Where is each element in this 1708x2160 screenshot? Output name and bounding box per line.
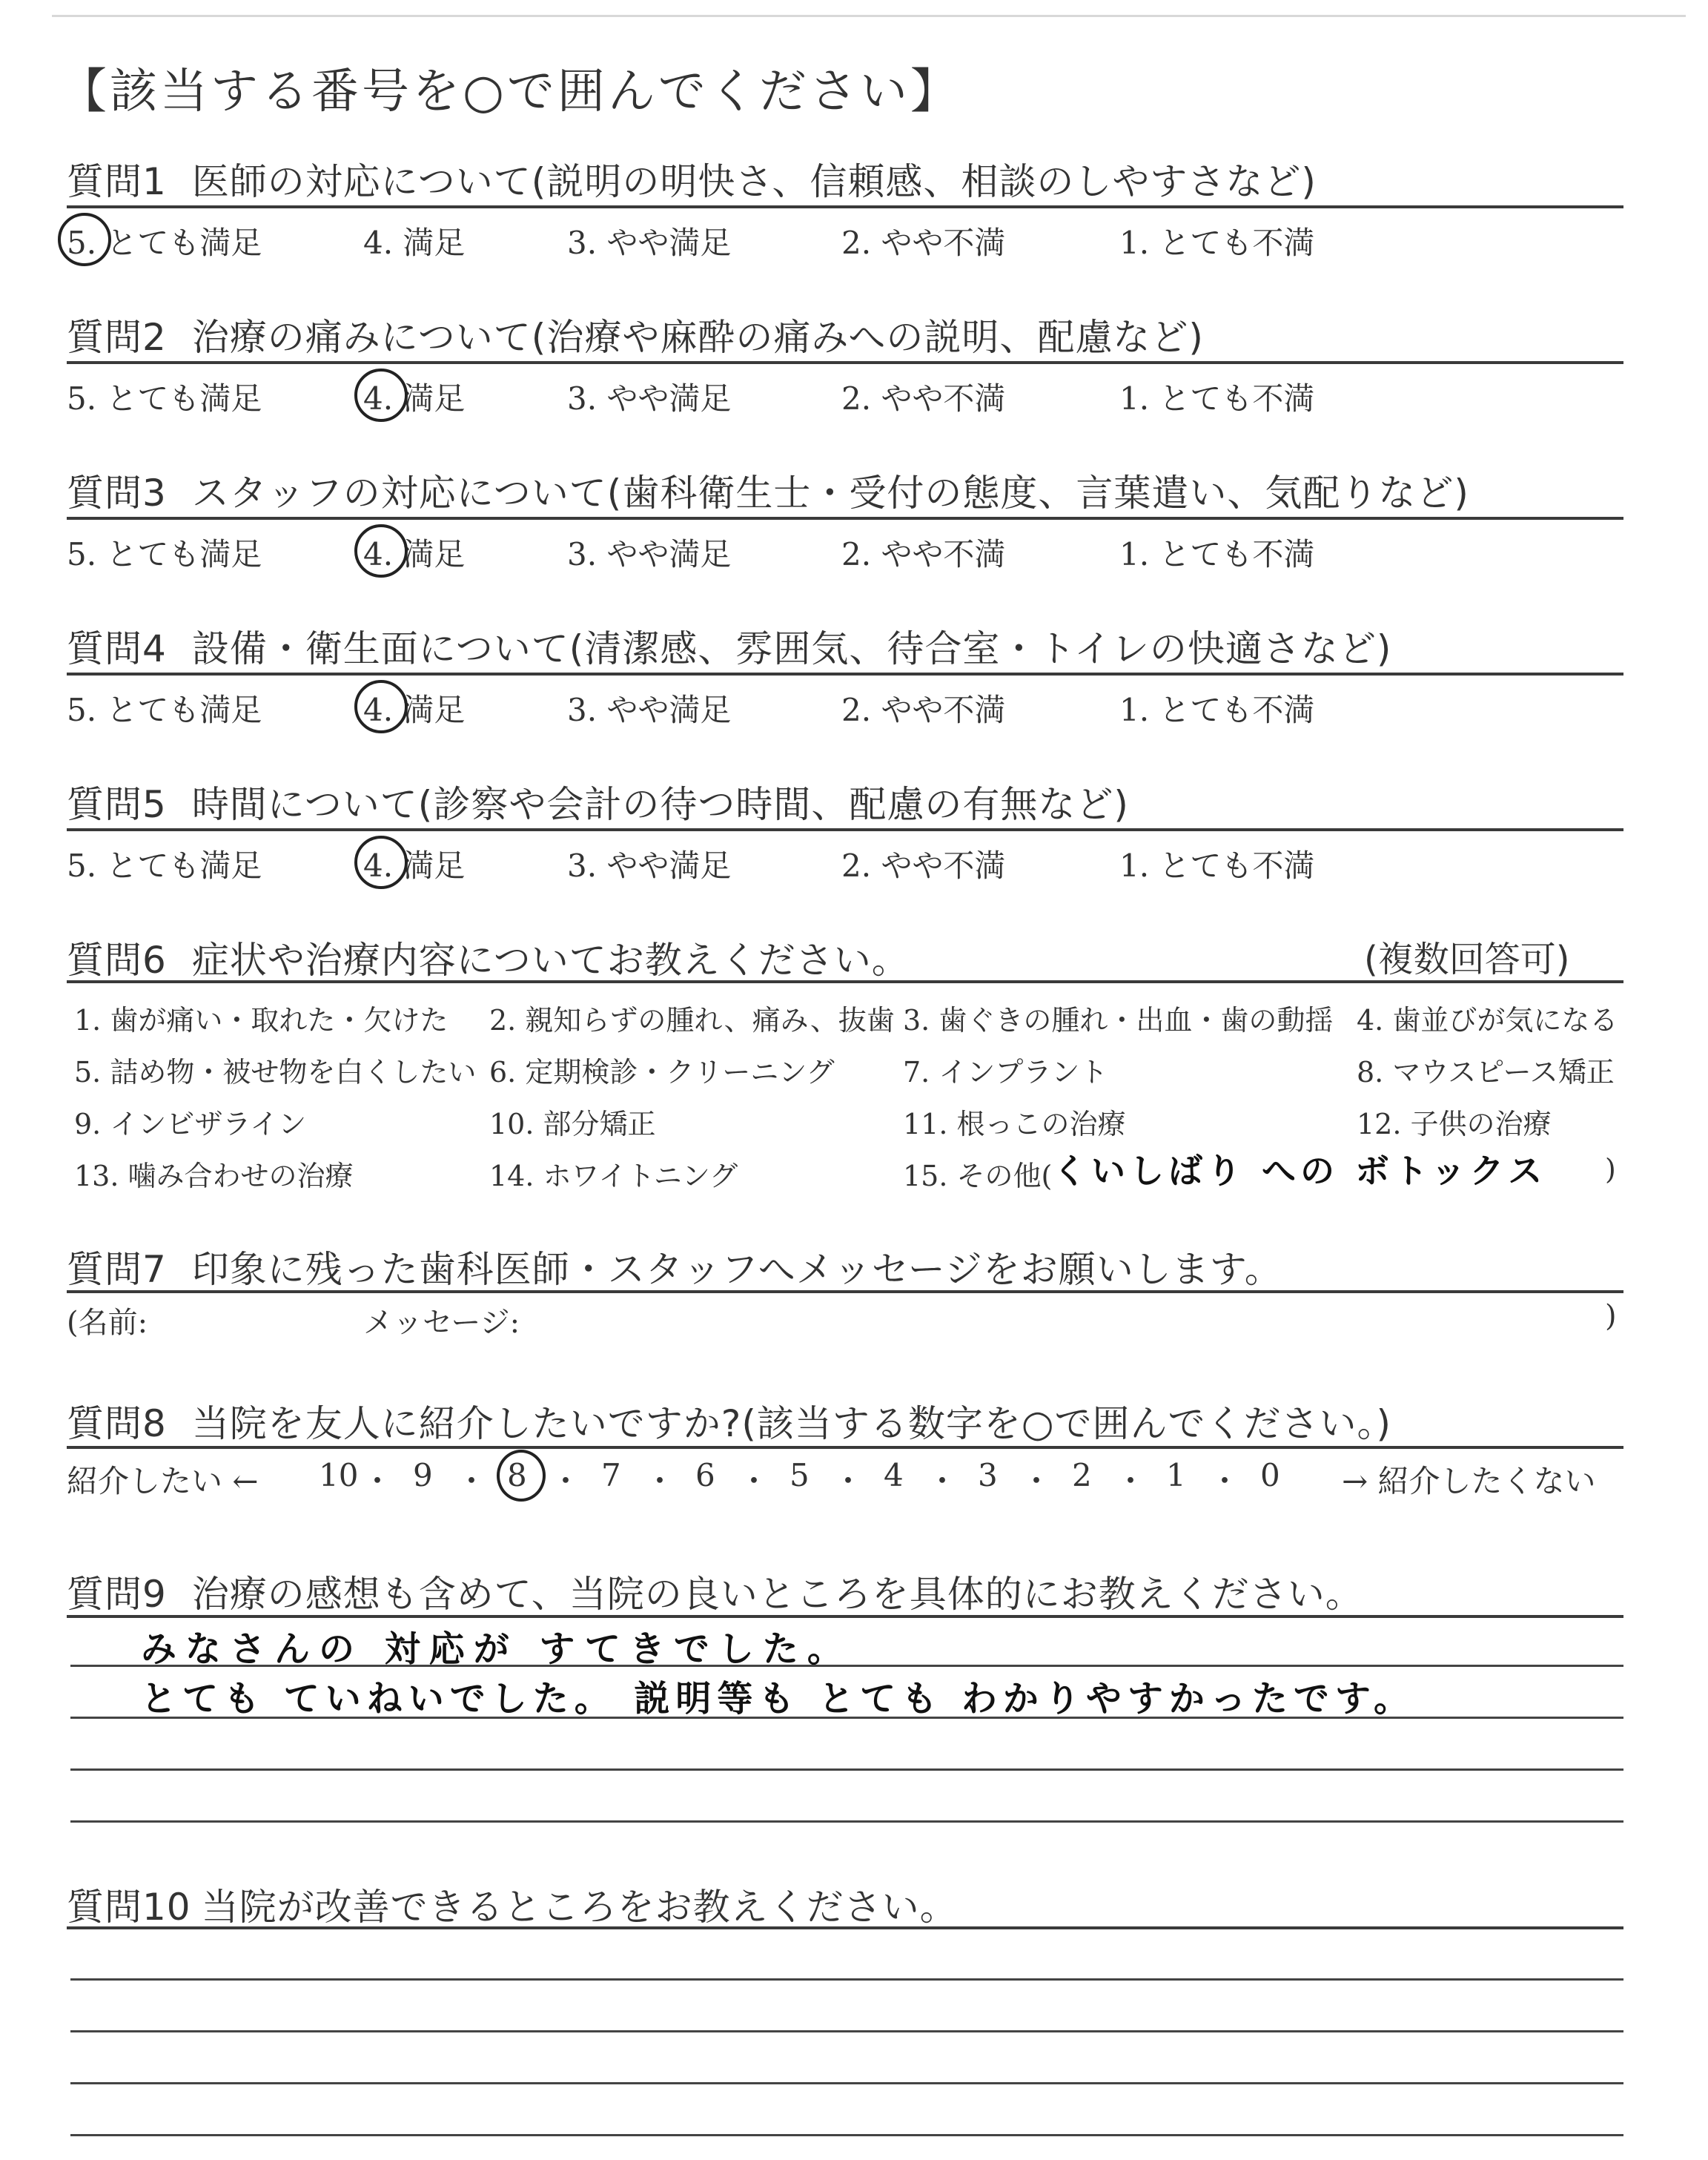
scale-number[interactable]: 6 — [695, 1457, 715, 1493]
question-number: 質問6 — [67, 939, 167, 982]
scale-separator: ・ — [738, 1463, 770, 1499]
scale-separator: ・ — [833, 1463, 864, 1499]
scale-separator: ・ — [456, 1463, 488, 1499]
scale-number[interactable]: 7 — [601, 1457, 621, 1493]
question-7-title — [67, 1240, 1282, 1293]
recommend-right-label: → 紹介したくない — [1342, 1463, 1596, 1499]
question-6-title — [67, 931, 910, 984]
handwritten-answer-line: とても ていねいでした。 説明等も とても わかりやすかったです。 — [141, 1678, 1416, 1720]
multiple-answers-note: (複数回答可) — [1364, 939, 1570, 980]
answer-line — [70, 1717, 1623, 1719]
question-number: 質問1 — [67, 160, 167, 203]
question-text: 症状や治療内容についてお教えください。 — [191, 939, 910, 982]
rating-option[interactable]: 1. とても不満 — [1119, 380, 1315, 417]
symptom-option[interactable]: 8. マウスピース矯正 — [1357, 1056, 1615, 1089]
rating-option[interactable]: 1. とても不満 — [1119, 536, 1315, 572]
scale-separator: ・ — [1115, 1463, 1147, 1499]
symptom-option[interactable]: 1. 歯が痛い・取れた・欠けた — [74, 1004, 448, 1037]
question-6-rule — [67, 980, 1623, 983]
rating-option[interactable]: 5. とても満足 — [67, 225, 262, 261]
top-border — [52, 15, 1686, 17]
answer-line — [70, 2082, 1623, 2084]
rating-option[interactable]: 2. やや不満 — [841, 536, 1006, 572]
rating-options-row — [67, 374, 1327, 419]
handwritten-answer-line: みなさんの 対応が すてきでした。 — [141, 1628, 852, 1670]
scale-number[interactable]: 9 — [413, 1457, 433, 1493]
scale-number[interactable]: 10 — [319, 1457, 359, 1493]
symptom-option[interactable]: 14. ホワイトニング — [489, 1160, 738, 1192]
scale-number[interactable]: 2 — [1072, 1457, 1092, 1493]
symptom-option[interactable]: 3. 歯ぐきの腫れ・出血・歯の動揺 — [903, 1004, 1334, 1037]
symptom-option[interactable]: 13. 噛み合わせの治療 — [74, 1160, 354, 1192]
rating-option[interactable]: 3. やや満足 — [567, 848, 732, 884]
rating-option[interactable]: 1. とても不満 — [1119, 692, 1315, 728]
question-9-title — [67, 1565, 1363, 1618]
symptom-option-other[interactable]: 15. その他( — [903, 1160, 1053, 1192]
selected-answer-circle — [354, 836, 408, 889]
question-text: 治療の感想も含めて、当院の良いところを具体的にお教えください。 — [191, 1573, 1363, 1616]
scale-separator: ・ — [927, 1463, 959, 1499]
scale-separator: ・ — [1021, 1463, 1053, 1499]
scale-number[interactable]: 3 — [978, 1457, 998, 1493]
rating-option[interactable]: 5. とても満足 — [67, 692, 262, 728]
selected-answer-circle — [354, 680, 408, 733]
rating-option[interactable]: 3. やや満足 — [567, 536, 732, 572]
question-1-rule — [67, 205, 1623, 208]
rating-option[interactable]: 3. やや満足 — [567, 225, 732, 261]
question-text: スタッフの対応について(歯科衛生士・受付の態度、言葉遣い、気配りなど) — [191, 472, 1469, 515]
scale-separator: ・ — [1209, 1463, 1241, 1499]
answer-line — [70, 1820, 1623, 1823]
symptom-option[interactable]: 7. インプラント — [903, 1056, 1108, 1089]
question-number: 質問5 — [67, 783, 167, 826]
rating-option[interactable]: 4. 満足 — [363, 848, 466, 884]
answer-line — [70, 2030, 1623, 2032]
question-number: 質問2 — [67, 316, 167, 359]
rating-option[interactable]: 4. 満足 — [363, 380, 466, 417]
rating-option[interactable]: 3. やや満足 — [567, 380, 732, 417]
question-2-title — [67, 308, 1204, 361]
question-text: 印象に残った歯科医師・スタッフへメッセージをお願いします。 — [191, 1248, 1282, 1291]
scale-number[interactable]: 8 — [507, 1457, 527, 1493]
message-close-paren: ) — [1605, 1299, 1617, 1333]
name-label: (名前: — [67, 1306, 148, 1340]
rating-option[interactable]: 4. 満足 — [363, 692, 466, 728]
answer-line — [70, 1978, 1623, 1981]
rating-options-row — [67, 842, 1327, 886]
answer-line — [70, 2134, 1623, 2136]
rating-option[interactable]: 2. やや不満 — [841, 380, 1006, 417]
symptom-option[interactable]: 4. 歯並びが気になる — [1357, 1004, 1618, 1037]
question-8-rule — [67, 1446, 1623, 1449]
answer-line — [67, 1615, 1623, 1618]
rating-options-row — [67, 530, 1327, 575]
question-number: 質問10 — [67, 1886, 191, 1929]
symptom-option[interactable]: 11. 根っこの治療 — [903, 1108, 1126, 1140]
question-text: 時間について(診察や会計の待つ時間、配慮の有無など) — [191, 783, 1129, 826]
symptom-option[interactable]: 2. 親知らずの腫れ、痛み、抜歯 — [489, 1004, 895, 1037]
symptom-option[interactable]: 9. インビザライン — [74, 1108, 307, 1140]
selected-scale-circle — [497, 1450, 546, 1502]
recommend-left-label: 紹介したい ← — [67, 1463, 259, 1499]
instruction-header: 【該当する番号を○で囲んでください】 — [59, 65, 961, 119]
rating-option[interactable]: 2. やや不満 — [841, 225, 1006, 261]
question-3-title — [67, 463, 1469, 517]
answer-line — [67, 1926, 1623, 1929]
rating-option[interactable]: 2. やや不満 — [841, 692, 1006, 728]
symptom-option[interactable]: 5. 詰め物・被せ物を白くしたい — [74, 1056, 477, 1089]
selected-answer-circle — [354, 369, 408, 422]
other-close-paren: ) — [1605, 1153, 1616, 1186]
question-4-rule — [67, 673, 1623, 676]
question-text: 当院を友人に紹介したいですか?(該当する数字を○で囲んでください。) — [191, 1402, 1391, 1445]
rating-option[interactable]: 5. とても満足 — [67, 848, 262, 884]
question-10-title — [67, 1877, 958, 1931]
selected-answer-circle — [58, 213, 111, 266]
question-text: 設備・衛生面について(清潔感、雰囲気、待合室・トイレの快適さなど) — [191, 627, 1392, 670]
selected-answer-circle — [354, 524, 408, 578]
question-text: 当院が改善できるところをお教えください。 — [201, 1886, 958, 1929]
rating-option[interactable]: 1. とても不満 — [1119, 225, 1315, 261]
question-number: 質問4 — [67, 627, 167, 670]
rating-option[interactable]: 4. 満足 — [363, 536, 466, 572]
message-label: メッセージ: — [363, 1306, 520, 1340]
question-1-title — [67, 152, 1317, 205]
scale-number[interactable]: 4 — [884, 1457, 904, 1493]
question-text: 治療の痛みについて(治療や麻酔の痛みへの説明、配慮など) — [191, 316, 1204, 359]
rating-option[interactable]: 5. とても満足 — [67, 536, 262, 572]
scale-separator: ・ — [362, 1463, 394, 1499]
rating-option[interactable]: 1. とても不満 — [1119, 848, 1315, 884]
question-5-rule — [67, 828, 1623, 831]
scale-separator: ・ — [644, 1463, 676, 1499]
symptom-option[interactable]: 6. 定期検診・クリーニング — [489, 1056, 835, 1089]
symptom-option[interactable]: 10. 部分矯正 — [489, 1108, 656, 1140]
question-number: 質問3 — [67, 472, 167, 515]
answer-line — [70, 1665, 1623, 1667]
scale-number[interactable]: 0 — [1260, 1457, 1280, 1493]
question-number: 質問7 — [67, 1248, 167, 1291]
question-4-title — [67, 619, 1391, 673]
question-text: 医師の対応について(説明の明快さ、信頼感、相談のしやすさなど) — [191, 160, 1317, 203]
scale-separator: ・ — [550, 1463, 582, 1499]
rating-options-row — [67, 219, 1327, 263]
rating-options-row — [67, 686, 1327, 730]
other-handwritten-answer: くいしばり への ボトックス — [1053, 1151, 1547, 1191]
rating-option[interactable]: 2. やや不満 — [841, 848, 1006, 884]
scale-number[interactable]: 1 — [1166, 1457, 1186, 1493]
answer-line — [70, 1768, 1623, 1771]
question-number: 質問8 — [67, 1402, 167, 1445]
rating-option[interactable]: 5. とても満足 — [67, 380, 262, 417]
rating-option[interactable]: 4. 満足 — [363, 225, 466, 261]
scale-number[interactable]: 5 — [790, 1457, 810, 1493]
rating-option[interactable]: 3. やや満足 — [567, 692, 732, 728]
symptom-option[interactable]: 12. 子供の治療 — [1357, 1108, 1552, 1140]
question-7-rule — [67, 1290, 1623, 1293]
question-number: 質問9 — [67, 1573, 167, 1616]
question-2-rule — [67, 361, 1623, 364]
question-5-title — [67, 775, 1129, 828]
question-8-title — [67, 1394, 1391, 1447]
question-3-rule — [67, 517, 1623, 520]
